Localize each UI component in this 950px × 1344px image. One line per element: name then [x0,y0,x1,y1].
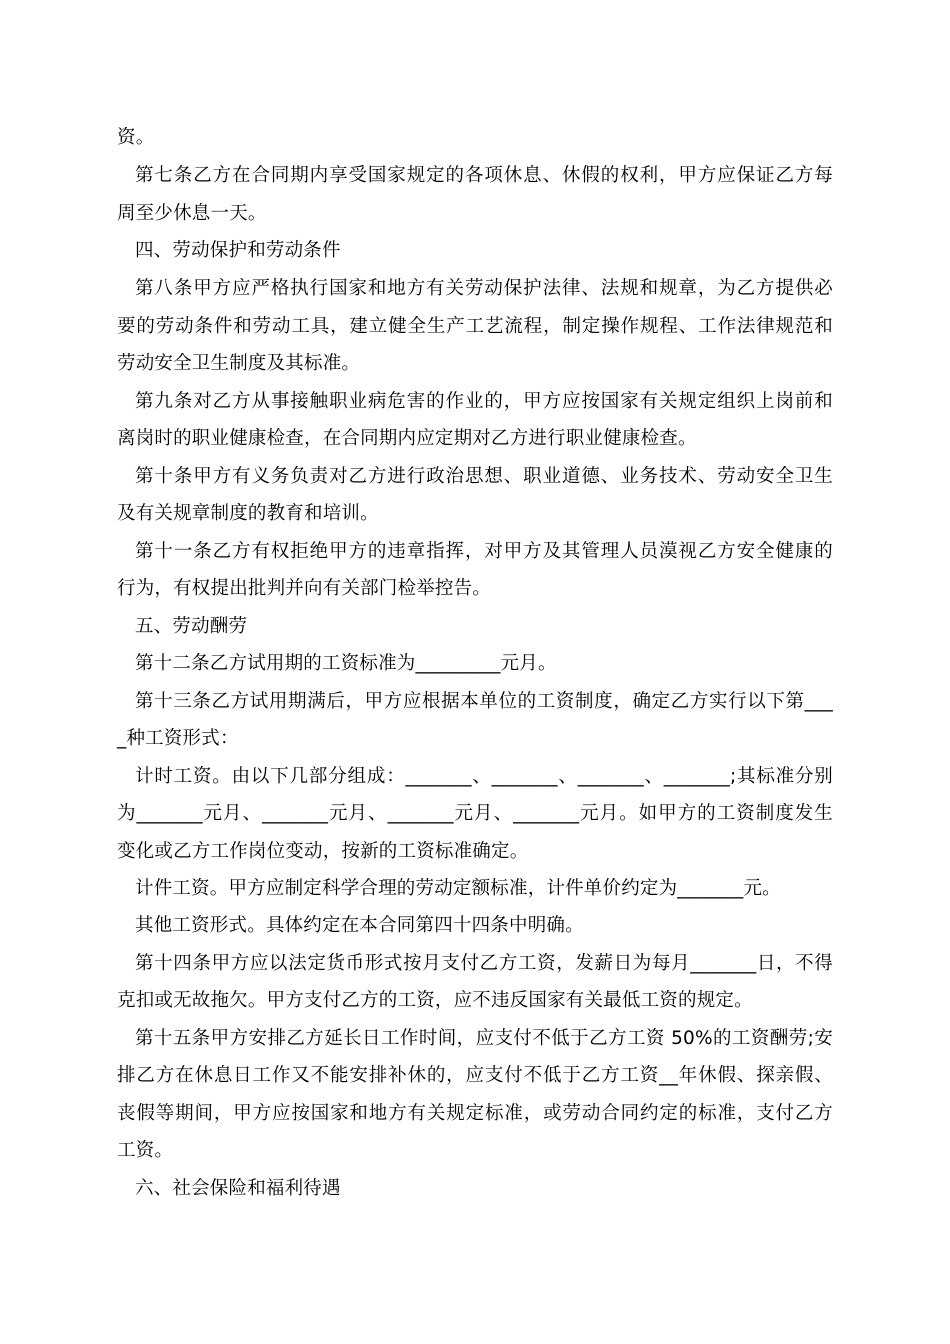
text-line: 第九条对乙方从事接触职业病危害的作业的，甲方应按国家有关规定组织上岗前和 [135,391,833,412]
text-line: 排乙方在休息日工作又不能安排补休的，应支付不低于乙方工资__年休假、探亲假、 [117,1065,833,1086]
text-line: 为_______元月、_______元月、_______元月、_______元月。如甲方的工资制度发生 [117,803,833,824]
section-heading: 四、劳动保护和劳动条件 [135,240,341,261]
text-line: 第七条乙方在合同期内享受国家规定的各项休息、休假的权利，甲方应保证乙方每 [135,165,833,186]
text-line: 其他工资形式。具体约定在本合同第四十四条中明确。 [135,915,584,936]
section-heading: 六、社会保险和福利待遇 [135,1178,341,1199]
text-line: 丧假等期间，甲方应按国家和地方有关规定标准，或劳动合同约定的标准，支付乙方 [117,1103,833,1124]
text-line: 计件工资。甲方应制定科学合理的劳动定额标准，计件单价约定为_______元。 [135,878,781,899]
text-line: 第十条甲方有义务负责对乙方进行政治思想、职业道德、业务技术、劳动安全卫生 [135,466,833,487]
text-line: 变化或乙方工作岗位变动，按新的工资标准确定。 [117,841,529,862]
text-line: 离岗时的职业健康检查，在合同期内应定期对乙方进行职业健康检查。 [117,428,697,449]
text-line: 周至少休息一天。 [117,203,267,224]
text-line: 及有关规章制度的教育和培训。 [117,503,379,524]
text-line: 劳动安全卫生制度及其标准。 [117,353,361,374]
text-line: _种工资形式： [117,728,239,749]
text-line: 资。 [117,127,155,148]
text-line: 第十五条甲方安排乙方延长日工作时间，应支付不低于乙方工资 50%的工资酬劳;安 [135,1028,833,1049]
text-line: 工资。 [117,1140,174,1161]
text-line: 第十一条乙方有权拒绝甲方的违章指挥，对甲方及其管理人员漠视乙方安全健康的 [135,541,833,562]
text-line: 行为，有权提出批判并向有关部门检举控告。 [117,578,492,599]
section-heading: 五、劳动酬劳 [135,616,248,637]
text-line: 第十四条甲方应以法定货币形式按月支付乙方工资，发薪日为每月_______日，不得 [135,953,833,974]
text-line: 第十三条乙方试用期满后，甲方应根据本单位的工资制度，确定乙方实行以下第___ [135,691,833,712]
text-line: 第八条甲方应严格执行国家和地方有关劳动保护法律、法规和规章，为乙方提供必 [135,278,833,299]
text-line: 要的劳动条件和劳动工具，建立健全生产工艺流程，制定操作规程、工作法律规范和 [117,316,833,337]
text-line: 第十二条乙方试用期的工资标准为_________元月。 [135,653,557,674]
text-line: 计时工资。由以下几部分组成：_______、_______、_______、_______;其标准分别 [135,766,833,787]
text-line: 克扣或无故拖欠。甲方支付乙方的工资，应不违反国家有关最低工资的规定。 [117,990,753,1011]
